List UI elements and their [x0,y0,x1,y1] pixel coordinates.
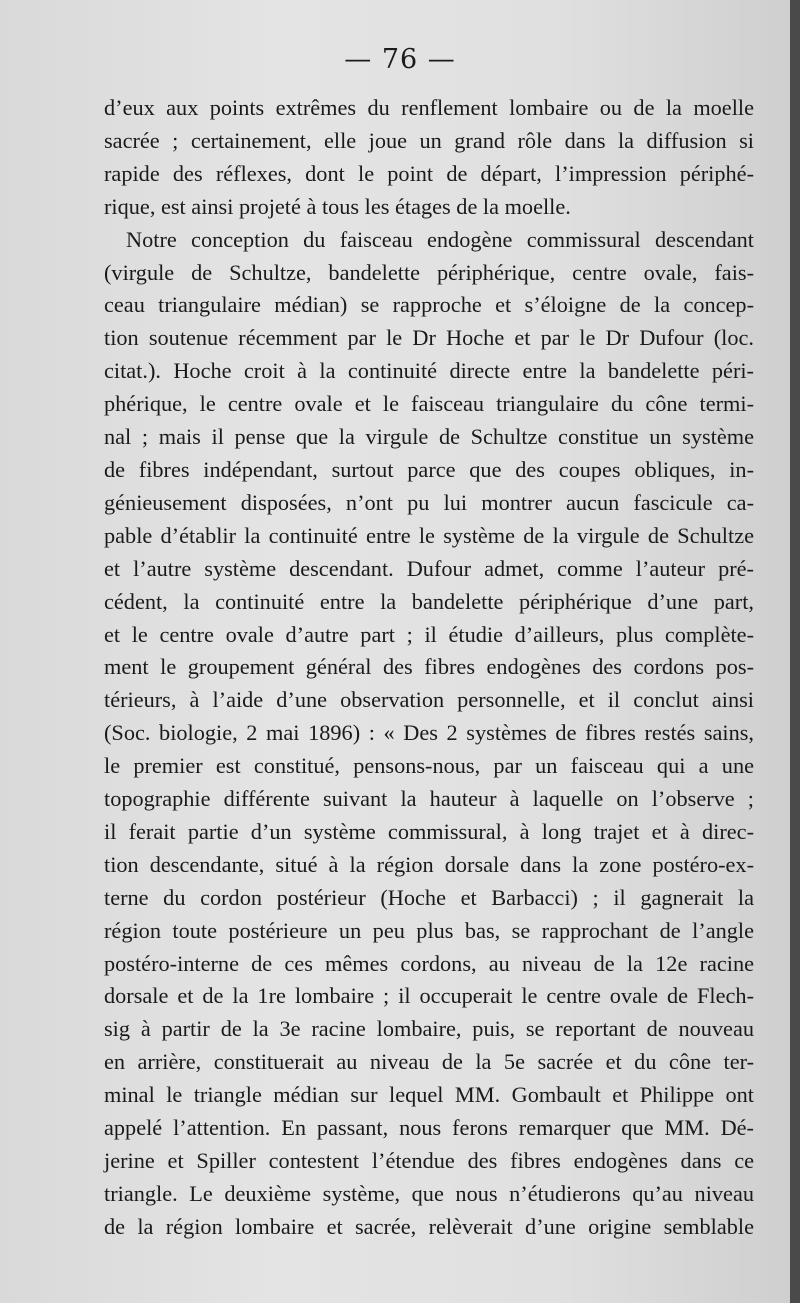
text-line: Notre conception du faisceau endogène commissural descendant [126,226,754,252]
text-line: postéro-interne de ces mêmes cordons, au niveau de la 12e racine [104,950,754,976]
text-line: terne du cordon postérieur (Hoche et Barbacci) ; il gagnerait la [104,884,754,910]
text-line: pable d’établir la continuité entre le système de la virgule de Schultze [104,522,754,548]
text-line: de la région lombaire et sacrée, relèverait d’une origine semblable [104,1213,754,1239]
text-line: rapide des réflexes, dont le point de départ, l’impression périphé- [104,160,754,186]
body-text [104,92,754,1244]
text-line: dorsale et de la 1re lombaire ; il occuperait le centre ovale de Flech- [104,983,754,1009]
text-line: et le centre ovale d’autre part ; il étudie d’ailleurs, plus complète- [104,621,754,647]
text-line: cédent, la continuité entre la bandelette périphérique d’une part, [104,588,754,614]
text-line: citat.). Hoche croit à la continuité directe entre la bandelette péri- [104,358,754,384]
text-line: triangle. Le deuxième système, que nous n’étudierons qu’au niveau [104,1180,754,1206]
text-line: appelé l’attention. En passant, nous ferons remarquer que MM. Dé- [104,1115,754,1141]
text-line: ment le groupement général des fibres endogènes des cordons pos- [104,654,754,680]
text-line: minal le triangle médian sur lequel MM. Gombault et Philippe ont [104,1082,754,1108]
text-line: jerine et Spiller contestent l’étendue des fibres endogènes dans ce [104,1148,754,1173]
text-line: topographie différente suivant la hauteur à laquelle on l’observe ; [104,786,754,812]
text-line: région toute postérieure un peu plus bas, se rapprochant de l’angle [104,917,754,943]
text-line: en arrière, constituerait au niveau de la 5e sacrée et du cône ter- [104,1049,754,1075]
text-line: (Soc. biologie, 2 mai 1896) : « Des 2 systèmes de fibres restés sains, [104,720,754,746]
text-line: térieurs, à l’aide d’une observation personnelle, et il conclut ainsi [104,687,754,713]
text-line: le premier est constitué, pensons-nous, par un faisceau qui a une [104,753,754,779]
text-line: rique, est ainsi projeté à tous les étages de la moelle. [104,193,571,219]
text-line: ceau triangulaire médian) se rapproche et s’éloigne de la concep- [104,292,754,318]
text-line: génieusement disposées, n’ont pu lui montrer aucun fascicule ca- [104,489,754,515]
text-line: il ferait partie d’un système commissural, à long trajet et à direc- [104,818,754,844]
text-line: d’eux aux points extrêmes du renflement lombaire ou de la moelle [104,95,754,120]
text-line: nal ; mais il pense que la virgule de Schultze constitue un système [104,424,754,450]
text-line: tion soutenue récemment par le Dr Hoche et par le Dr Dufour (loc. [104,325,754,351]
page-number: — 76 — [344,44,456,75]
text-line: et l’autre système descendant. Dufour admet, comme l’auteur pré- [104,555,754,581]
text-line: phérique, le centre ovale et le faisceau triangulaire du cône termi- [104,391,754,417]
text-line: (virgule de Schultze, bandelette périphérique, centre ovale, fais- [104,259,754,285]
text-line: sacrée ; certainement, elle joue un grand rôle dans la diffusion si [104,127,754,153]
text-line: tion descendante, situé à la région dorsale dans la zone postéro-ex- [104,851,754,877]
text-line: de fibres indépendant, surtout parce que des coupes obliques, in- [104,456,754,482]
text-line: sig à partir de la 3e racine lombaire, puis, se reportant de nouveau [104,1016,754,1042]
